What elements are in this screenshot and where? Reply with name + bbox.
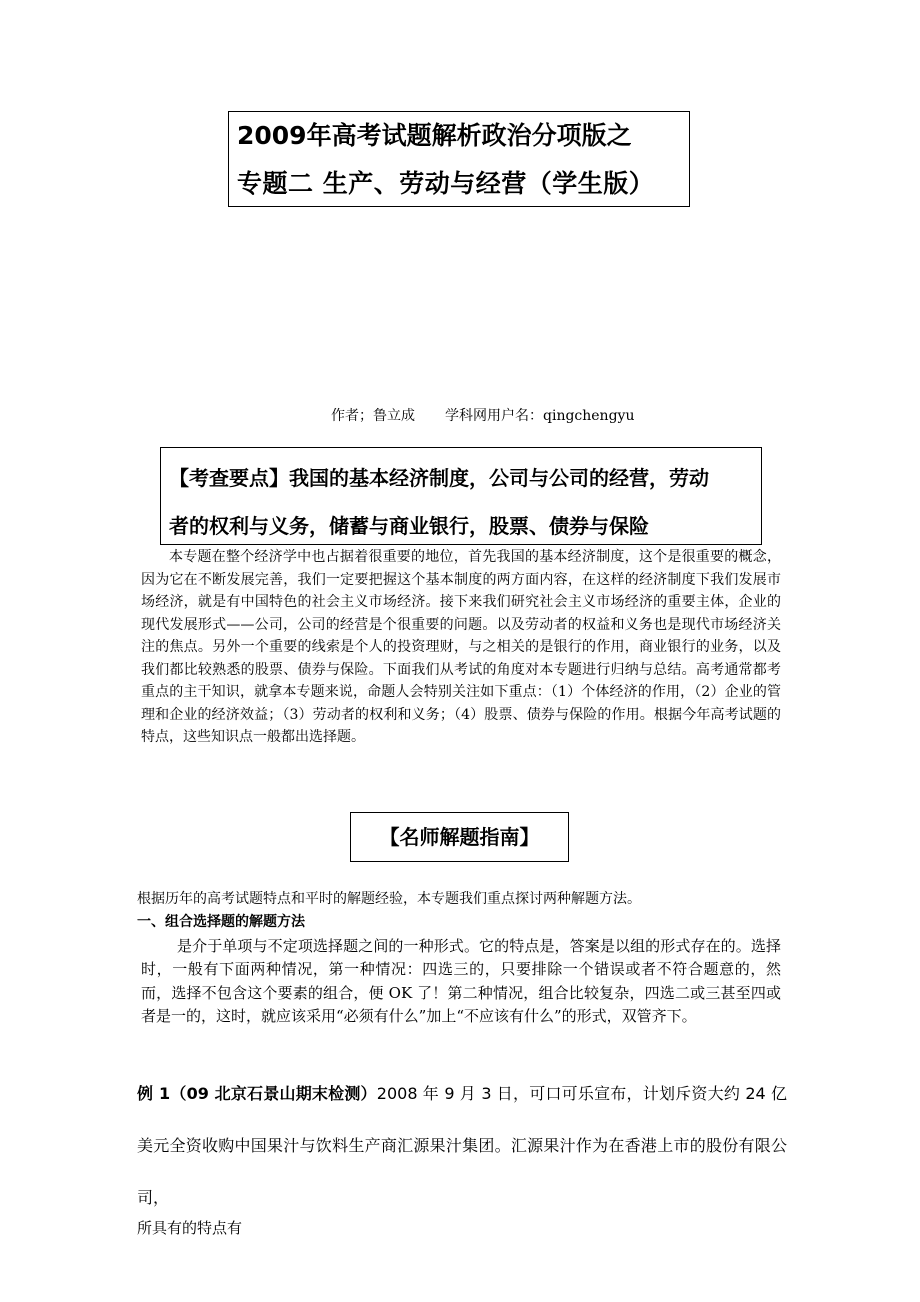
document-title-line2: 专题二 生产、劳动与经营（学生版） [237,169,655,198]
key-points-box [160,447,762,545]
example1-block [137,1068,787,1238]
key-points-line1: 【考查要点】我国的基本经济制度，公司与公司的经营，劳动 [169,466,709,490]
example1-text-sans: 2008 年 9 月 3 日，可口可乐宣布，计划斥资大约 24 亿美元全资收购中国果汁与饮料生产商汇源果汁集团。 [137,1084,787,1155]
example1-text-serif: 汇源果汁作为在香港上市的股份有限公司， [137,1136,787,1207]
section1-heading: 一、组合选择题的解题方法 [137,914,305,930]
key-points-line2: 者的权利与义务，储蓄与商业银行，股票、债券与保险 [169,514,649,538]
document-title-line1: 2009年高考试题解析政治分项版之 [237,121,632,150]
example1-label: 例 1（09 北京石景山期末检测） [137,1084,377,1103]
intro-paragraph: 本专题在整个经济学中也占据着很重要的地位，首先我国的基本经济制度，这个是很重要的概念，因为它在不断发展完善，我们一定要把握这个基本制度的两方面内容，在这样的经济制度下我们发展市场经济，就是有中国特色的社会主义市场经济。接下来我们研究社会主义市场经济的重要主体，企业的现代发展形式——公司，公司的经营是个很重要的问题。以及劳动者的权益和义务也是现代市场经济关注的焦点。另外一个重要的线索是个人的投资理财，与之相关的是银行的作用，商业银行的业务，以及我们都比较熟悉的股票、债券与保险。下面我们从考试的角度对本专题进行归纳与总结。高考通常都考重点的主干知识，就拿本专题来说，命题人会特别关注如下重点：（1）个体经济的作用，（2）企业的管理和企业的经济效益；（3）劳动者的权利和义务；（4）股票、债券与保险的作用。根据今年高考试题的特点，这些知识点一般都出选择题。 [141,549,781,745]
author-username: 学科网用户名：qingchengyu [445,408,635,424]
author-name: 作者；鲁立成 [331,408,415,424]
guide-title-box: 【名师解题指南】 [350,812,569,862]
guide-intro-text: 根据历年的高考试题特点和平时的解题经验，本专题我们重点探讨两种解题方法。 [137,891,641,907]
section1-body: 是介于单项与不定项选择题之间的一种形式。它的特点是，答案是以组的形式存在的。选择时，一般有下面两种情况，第一种情况：四选三的，只要排除一个错误或者不符合题意的，然而，选择不包含这个要素的组合，便 OK 了！第二种情况，组合比较复杂，四选二或三甚至四或者是一的，这时，就应该采用“必须有什么”加上“不应该有什么”的形式，双管齐下。 [141,937,781,1025]
author-line [331,405,634,425]
example1-text-last: 所具有的特点有 [137,1219,243,1237]
document-title-box [228,111,690,207]
